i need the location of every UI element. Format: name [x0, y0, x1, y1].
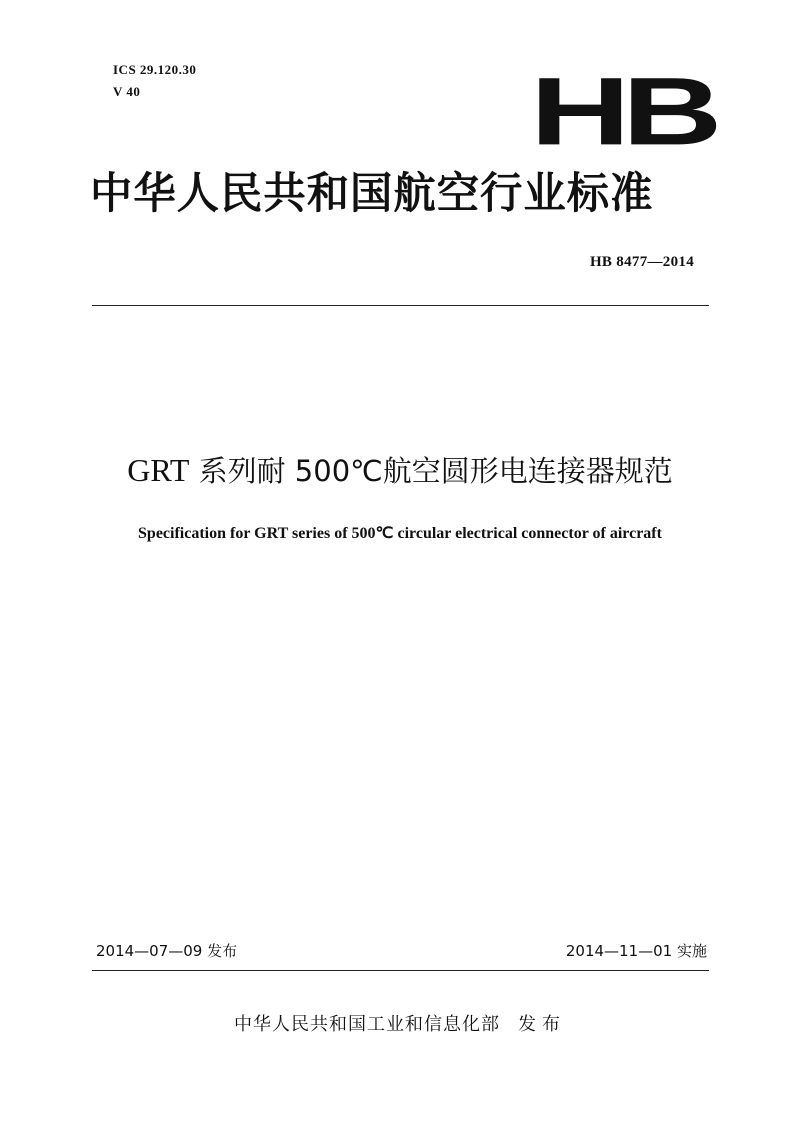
publisher-action: 发布 — [518, 1014, 566, 1035]
bottom-divider — [92, 970, 709, 971]
publisher-name: 中华人民共和国工业和信息化部 — [234, 1014, 500, 1035]
ccs-code: V 40 — [113, 84, 141, 99]
title-cn-prefix: GRT — [127, 452, 190, 488]
issue-date: 2014—07—09 发布 — [96, 942, 238, 960]
publisher — [0, 1010, 800, 1036]
document-title-cn — [0, 450, 800, 491]
title-cn-main: 系列耐 500℃航空圆形电连接器规范 — [189, 454, 673, 488]
hb-logo: HB — [530, 57, 714, 165]
ics-code: ICS 29.120.30 — [113, 62, 197, 77]
implementation-date: 2014—11—01 实施 — [565, 942, 707, 960]
standard-number: HB 8477—2014 — [589, 254, 694, 270]
organization-title: 中华人民共和国航空行业标准 — [90, 169, 654, 219]
document-title-en: Specification for GRT series of 500℃ circular electrical connector of aircraft — [138, 525, 662, 542]
top-divider — [92, 305, 709, 306]
